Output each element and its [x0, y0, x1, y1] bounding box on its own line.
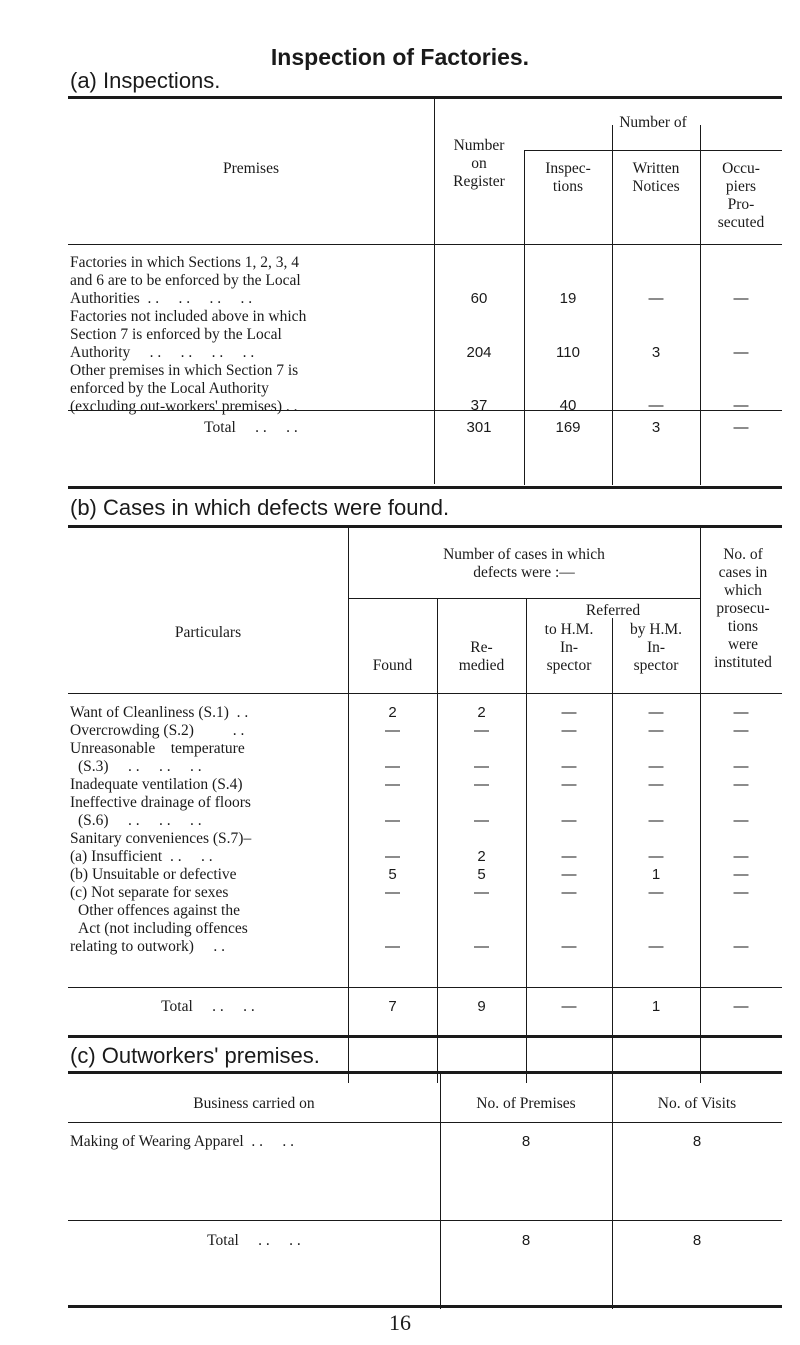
table-a-cell: 3: [651, 344, 661, 361]
table-b-cell: —: [648, 848, 664, 865]
header-register: Number on Register: [453, 137, 505, 190]
table-b-subheader-rule: [348, 598, 700, 599]
table-a-total-cell: 3: [651, 419, 661, 436]
table-b-cell: —: [385, 722, 400, 739]
table-b-cell: 2: [477, 704, 486, 721]
table-b-cell: —: [648, 938, 664, 955]
table-b-cell: —: [648, 812, 664, 829]
header-to-hm-inspector: to H.M. In- spector: [544, 621, 594, 674]
table-a-cell: —: [648, 397, 664, 414]
table-b-total-cell: 1: [651, 998, 661, 1015]
table-a-cell: 110: [556, 344, 580, 361]
header-particulars: Particulars: [174, 624, 242, 641]
table-b-top-rule: [68, 525, 782, 528]
header-number-of: Number of: [619, 114, 687, 131]
page-number: 16: [389, 1310, 411, 1335]
header-no-of-premises: No. of Premises: [476, 1095, 576, 1112]
table-b-row-label: Sanitary conveniences (S.7)– (a) Insufficient . . . .: [70, 830, 252, 865]
table-a-row-label: Factories not included above in which Section 7 is enforced by the Local Authority . . . . . . . .: [70, 308, 307, 361]
table-b-total-label: Total . . . .: [161, 998, 255, 1015]
table-c-row-label: Making of Wearing Apparel . . . .: [70, 1133, 295, 1150]
table-b-row-label: Other offences against the Act (not including offences relating to outwork) . .: [70, 902, 248, 955]
table-b-cell: —: [733, 776, 749, 793]
table-a-total-cell: 301: [466, 419, 492, 436]
table-a-total-cell: 169: [555, 419, 581, 436]
table-b-row-label: (c) Not separate for sexes: [70, 884, 229, 901]
table-a-bottom-rule: [68, 486, 782, 489]
table-b-cell: 5: [477, 866, 486, 883]
table-b-cell: 5: [388, 866, 397, 883]
table-b-row-label: Want of Cleanliness (S.1) . .: [70, 704, 249, 721]
table-c-cell: 8: [692, 1133, 702, 1150]
table-b-cell: —: [474, 938, 489, 955]
header-prosecutions: No. of cases in which prosecu- tions were instituted: [714, 546, 772, 671]
table-b-total-cell: —: [733, 998, 749, 1015]
table-a-row-label: Other premises in which Section 7 is enforced by the Local Authority (excluding out-workers' premises) . .: [70, 362, 299, 415]
table-a-header-rule: [68, 244, 782, 245]
table-b-cell: —: [561, 848, 577, 865]
table-a-subheader-rule: [524, 150, 782, 151]
table-b-cell: —: [648, 722, 664, 739]
table-a-cell: 40: [559, 397, 577, 414]
header-remedied: Re- medied: [458, 639, 505, 674]
table-a-total-label: Total . . . .: [204, 419, 298, 436]
header-notices: Written Notices: [632, 160, 680, 195]
table-c-total-cell: 8: [521, 1232, 531, 1249]
table-c-total-rule: [68, 1220, 782, 1221]
table-b-cell: —: [733, 722, 749, 739]
table-a-cell: —: [733, 397, 749, 414]
table-b-cell: —: [648, 884, 664, 901]
table-b-row-label: Unreasonable temperature (S.3) . . . . . .: [70, 740, 245, 775]
header-no-of-visits: No. of Visits: [657, 1095, 737, 1112]
table-b-cell: —: [648, 704, 664, 721]
table-b-cell: —: [474, 884, 489, 901]
header-business: Business carried on: [193, 1095, 315, 1112]
table-b-cell: 2: [477, 848, 486, 865]
table-b-cell: —: [561, 722, 577, 739]
page-title: Inspection of Factories.: [270, 44, 530, 70]
table-a-total-cell: —: [733, 419, 749, 436]
table-b-cell: —: [733, 866, 749, 883]
table-a-row-label: Factories in which Sections 1, 2, 3, 4 and 6 are to be enforced by the Local Authorities . . . . . . . .: [70, 254, 301, 307]
table-b-cell: —: [385, 938, 400, 955]
table-a-cell: 204: [466, 344, 492, 361]
table-b-cell: —: [733, 758, 749, 775]
table-c-top-rule: [68, 1071, 782, 1074]
table-a-cell: 19: [559, 290, 577, 307]
table-c-total-cell: 8: [692, 1232, 702, 1249]
header-premises: Premises: [223, 160, 279, 177]
table-a-cell: —: [733, 344, 749, 361]
table-b-cell: —: [474, 758, 489, 775]
table-b-cell: —: [733, 812, 749, 829]
section-c-title: (c) Outworkers' premises.: [70, 1043, 320, 1068]
table-a-cell: 60: [470, 290, 488, 307]
table-b-total-cell: 9: [477, 998, 486, 1015]
header-found: Found: [372, 657, 413, 674]
section-a-title: (a) Inspections.: [70, 68, 221, 93]
table-b-row-label: Ineffective drainage of floors (S.6) . . . . . .: [70, 794, 251, 829]
table-c-total-label: Total . . . .: [207, 1232, 301, 1249]
table-b-cell: —: [561, 884, 577, 901]
section-b-title: (b) Cases in which defects were found.: [70, 495, 450, 520]
header-prosecuted: Occu- piers Pro- secuted: [717, 160, 765, 231]
table-a-cell: 37: [470, 397, 488, 414]
table-c-bottom-rule: [68, 1305, 782, 1308]
table-b-total-rule: [68, 987, 782, 988]
table-a-top-rule: [68, 96, 782, 99]
table-b-cell: —: [648, 776, 664, 793]
table-b-header-rule: [68, 693, 782, 694]
table-b-cell: —: [733, 884, 749, 901]
table-b-row-label: Inadequate ventilation (S.4): [70, 776, 243, 793]
table-b-cell: 2: [388, 704, 397, 721]
header-number-of-cases: Number of cases in which defects were :—: [443, 546, 605, 581]
table-a-cell: —: [648, 290, 664, 307]
table-b-cell: 1: [651, 866, 661, 883]
table-b-row-label: (b) Unsuitable or defective: [70, 866, 237, 883]
table-b-cell: —: [385, 848, 400, 865]
header-by-hm-inspector: by H.M. In- spector: [629, 621, 683, 674]
table-b-cell: —: [474, 722, 489, 739]
table-b-total-cell: 7: [388, 998, 397, 1015]
table-b-cell: —: [561, 812, 577, 829]
table-b-total-cell: —: [561, 998, 577, 1015]
table-b-cell: —: [385, 758, 400, 775]
table-b-cell: —: [474, 812, 489, 829]
table-b-bottom-rule: [68, 1035, 782, 1038]
table-b-cell: —: [561, 776, 577, 793]
table-b-cell: —: [385, 812, 400, 829]
table-b-cell: —: [733, 704, 749, 721]
table-c-cell: 8: [521, 1133, 531, 1150]
header-referred: Referred: [585, 602, 641, 619]
table-b-cell: —: [561, 704, 577, 721]
table-b-cell: —: [561, 866, 577, 883]
table-b-cell: —: [561, 938, 577, 955]
table-b-cell: —: [385, 884, 400, 901]
table-b-cell: —: [561, 758, 577, 775]
table-c-header-rule: [68, 1122, 782, 1123]
table-b-cell: —: [733, 938, 749, 955]
table-b-cell: —: [385, 776, 400, 793]
table-b-cell: —: [474, 776, 489, 793]
table-b-cell: —: [733, 848, 749, 865]
table-b-cell: —: [648, 758, 664, 775]
header-inspections: Inspec- tions: [545, 160, 591, 195]
table-a-cell: —: [733, 290, 749, 307]
table-b-row-label: Overcrowding (S.2) . .: [70, 722, 245, 739]
